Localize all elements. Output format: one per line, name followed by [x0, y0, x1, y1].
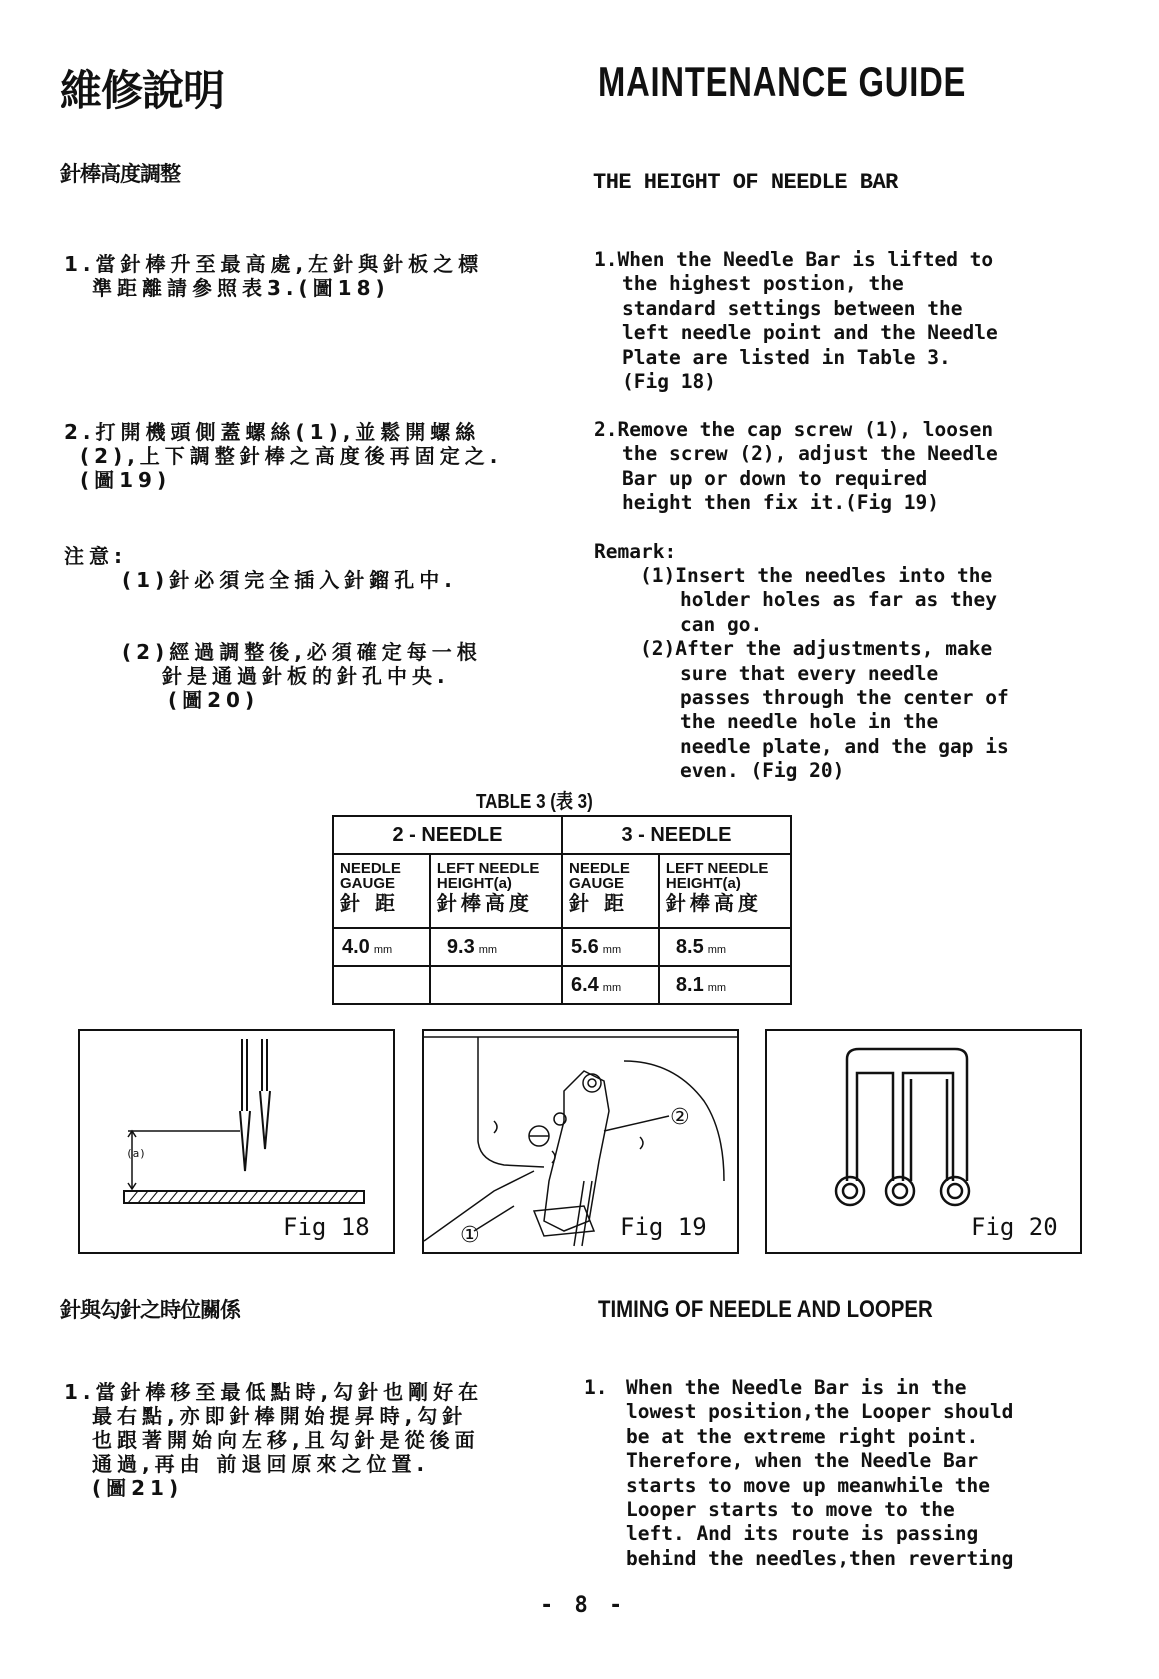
table-cell: 8.1 mm: [659, 966, 791, 1004]
step1-zh-line1: 1.當針棒升至最高處,左針與針板之標: [64, 252, 484, 276]
figure-18: [78, 1029, 395, 1254]
table-row: [333, 966, 791, 1004]
timing-en-line: lowest position,the Looper should: [626, 1400, 1014, 1424]
remark-en-2-line: needle plate, and the gap is: [680, 734, 1009, 758]
timing-en-line: be at the extreme right point.: [626, 1424, 979, 1448]
remark-zh-label: 注意:: [64, 544, 127, 568]
step1-en-line: (Fig 18): [622, 370, 716, 394]
table-caption: TABLE 3 (表 3): [476, 791, 593, 813]
table-cell: 5.6 mm: [562, 928, 659, 966]
fig-19-label: Fig 19: [620, 1213, 707, 1241]
col-needle-gauge: NEEDLE GAUGE 針 距: [333, 854, 430, 928]
section-heading-en: THE HEIGHT OF NEEDLE BAR: [593, 170, 898, 195]
remark-en-label: Remark:: [594, 540, 677, 563]
step1-zh: [64, 252, 534, 300]
step2-zh-line3: (圖19): [80, 468, 172, 492]
remark-en-1: [640, 564, 1082, 784]
callout-2: ②: [670, 1105, 690, 1130]
timing-zh-line: 通過,再由 前退回原來之位置.: [92, 1452, 430, 1476]
timing-en-line: Looper starts to move to the: [626, 1498, 955, 1522]
timing-zh-line: (圖21): [92, 1476, 184, 1500]
figure-19: [422, 1029, 739, 1254]
remark-zh-2-line2: 針是通過針板的針孔中央.: [162, 664, 450, 688]
remark-en-1-line: (1)Insert the needles into the: [640, 564, 993, 587]
step2-zh-line2: (2),上下調整針棒之高度後再固定之.: [80, 444, 503, 468]
timing-step1-en: [626, 1376, 1106, 1571]
step1-en-line: 1.When the Needle Bar is lifted to: [594, 248, 994, 271]
timing-en-line: When the Needle Bar is in the: [626, 1376, 967, 1399]
page-title-en: MAINTENANCE GUIDE: [598, 58, 967, 105]
remark-zh-2-line1: (2)經過調整後,必須確定每一根: [122, 640, 482, 664]
step1-en-line: Plate are listed in Table 3.: [622, 345, 951, 369]
fig-20-label: Fig 20: [971, 1213, 1058, 1241]
timing-step1-en-num: 1.: [584, 1376, 608, 1399]
table-group-2-needle: 2 - NEEDLE: [333, 816, 562, 854]
remark-zh-2: [122, 640, 542, 712]
step2-en-line: the screw (2), adjust the Needle: [622, 442, 998, 466]
page-title-zh: 維修說明: [60, 66, 225, 115]
col-needle-gauge: NEEDLE GAUGE 針 距: [562, 854, 659, 928]
height-a-marker: (a): [126, 1147, 146, 1160]
timing-en-line: behind the needles,then reverting: [626, 1546, 1014, 1570]
table-cell: 9.3 mm: [430, 928, 562, 966]
remark-en-1-line: can go.: [680, 612, 763, 636]
section2-heading-zh: 針與勾針之時位關係: [60, 1298, 240, 1322]
remark-en-2-line: (2)After the adjustments, make: [640, 637, 993, 661]
step2-en: [594, 418, 1082, 516]
remark-zh-2-line3: (圖20): [168, 688, 260, 712]
timing-en-line: starts to move up meanwhile the: [626, 1473, 990, 1497]
remark-en-1-line: holder holes as far as they: [680, 588, 997, 612]
timing-zh-line: 最右點,亦即針棒開始提昇時,勾針: [92, 1404, 468, 1428]
step2-en-line: 2.Remove the cap screw (1), loosen: [594, 418, 994, 441]
remark-en-2-line: even. (Fig 20): [680, 759, 845, 783]
remark-zh-1: (1)針必須完全插入針鎦孔中.: [122, 568, 457, 592]
step1-en-line: left needle point and the Needle: [622, 321, 998, 345]
table-row: [333, 928, 791, 966]
table-cell: 4.0 mm: [333, 928, 430, 966]
step1-en-line: the highest postion, the: [622, 272, 904, 296]
step2-en-line: height then fix it.(Fig 19): [622, 491, 939, 515]
timing-en-line: Therefore, when the Needle Bar: [626, 1449, 979, 1473]
table-cell: [333, 966, 430, 1004]
col-left-needle-height: LEFT NEEDLE HEIGHT(a) 針棒高度: [659, 854, 791, 928]
table-cell: [430, 966, 562, 1004]
figure-20: [765, 1029, 1082, 1254]
timing-step1-zh: [64, 1380, 544, 1500]
table-3: [332, 815, 792, 1005]
table-cell: 8.5 mm: [659, 928, 791, 966]
remark-en-2-line: sure that every needle: [680, 661, 939, 685]
table-group-3-needle: 3 - NEEDLE: [562, 816, 791, 854]
fig-18-label: Fig 18: [283, 1213, 370, 1241]
step2-zh-line1: 2.打開機頭側蓋螺絲(1),並鬆開螺絲: [64, 420, 481, 444]
section-heading-zh: 針棒高度調整: [60, 162, 180, 186]
remark-en-2-line: passes through the center of: [680, 686, 1009, 710]
col-left-needle-height: LEFT NEEDLE HEIGHT(a) 針棒高度: [430, 854, 562, 928]
step1-zh-line2: 準距離請參照表3.(圖18): [92, 276, 390, 300]
timing-zh-line: 也跟著開始向左移,且勾針是從後面: [92, 1428, 480, 1452]
step2-en-line: Bar up or down to required: [622, 466, 928, 490]
step2-zh: [64, 420, 544, 492]
table-cell: 6.4 mm: [562, 966, 659, 1004]
callout-1: ①: [460, 1223, 480, 1248]
step1-en-line: standard settings between the: [622, 296, 963, 320]
remark-en-2-line: the needle hole in the: [680, 710, 939, 734]
section2-heading-en: TIMING OF NEEDLE AND LOOPER: [598, 1296, 933, 1323]
timing-zh-line: 1.當針棒移至最低點時,勾針也剛好在: [64, 1380, 484, 1404]
page-number: - 8 -: [540, 1593, 627, 1618]
step1-en: [594, 248, 1082, 394]
timing-en-line: left. And its route is passing: [626, 1522, 979, 1546]
